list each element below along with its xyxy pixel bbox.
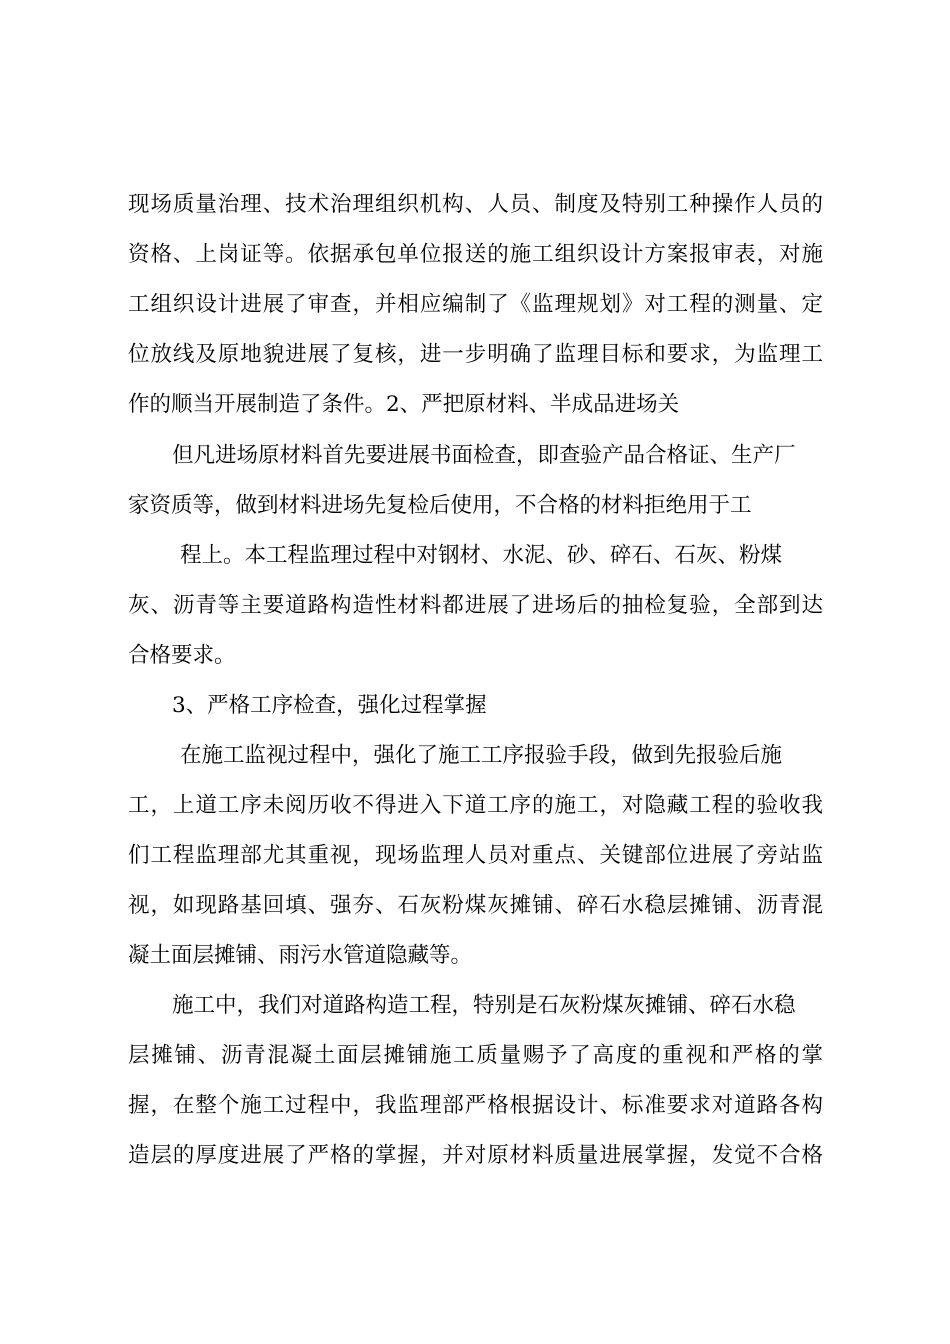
body-text-line: 位放线及原地貌进展了复核，进一步明确了监理目标和要求，为监理工 — [128, 342, 823, 367]
section-heading: 3、严格工序检查，强化过程掌握 — [172, 693, 487, 718]
body-text-line: 现场质量治理、技术治理组织机构、人员、制度及特别工种操作人员的 — [128, 192, 823, 217]
body-text-line: 工，上道工序未阅历收不得进入下道工序的施工，对隐藏工程的验收我 — [128, 793, 823, 818]
body-text-line: 灰、沥青等主要道路构造性材料都进展了进场后的抽检复验，全部到达 — [128, 593, 823, 618]
body-text-line: 资格、上岗证等。依据承包单位报送的施工组织设计方案报审表，对施 — [128, 242, 823, 267]
body-text-line: 作的顺当开展制造了条件。2、严把原材料、半成品进场关 — [128, 392, 680, 417]
body-text-line: 们工程监理部尤其重视，现场监理人员对重点、关键部位进展了旁站监 — [128, 843, 823, 868]
body-text-line: 凝土面层摊铺、雨污水管道隐藏等。 — [128, 943, 473, 968]
body-text-line: 工组织设计进展了审查，并相应编制了《监理规划》对工程的测量、定 — [128, 292, 823, 317]
body-text-line: 但凡进场原材料首先要进展书面检查，即查验产品合格证、生产厂 — [172, 443, 796, 468]
body-text-line: 造层的厚度进展了严格的掌握，并对原材料质量进展掌握，发觉不合格 — [128, 1143, 823, 1168]
body-text-line: 家资质等，做到材料进场先复检后使用，不合格的材料拒绝用于工 — [128, 493, 752, 518]
body-text-line: 合格要求。 — [128, 643, 236, 668]
body-text-line: 在施工监视过程中，强化了施工工序报验手段，做到先报验后施 — [180, 743, 783, 768]
body-text-line: 程上。本工程监理过程中对钢材、水泥、砂、碎石、石灰、粉煤 — [180, 543, 783, 568]
body-text-line: 视，如现路基回填、强夯、石灰粉煤灰摊铺、碎石水稳层摊铺、沥青混 — [128, 893, 823, 918]
body-text-line: 施工中，我们对道路构造工程，特别是石灰粉煤灰摊铺、碎石水稳 — [172, 993, 796, 1018]
body-text-line: 层摊铺、沥青混凝土面层摊铺施工质量赐予了高度的重视和严格的掌 — [128, 1043, 823, 1068]
body-text-line: 握，在整个施工过程中，我监理部严格根据设计、标准要求对道路各构 — [128, 1093, 823, 1118]
